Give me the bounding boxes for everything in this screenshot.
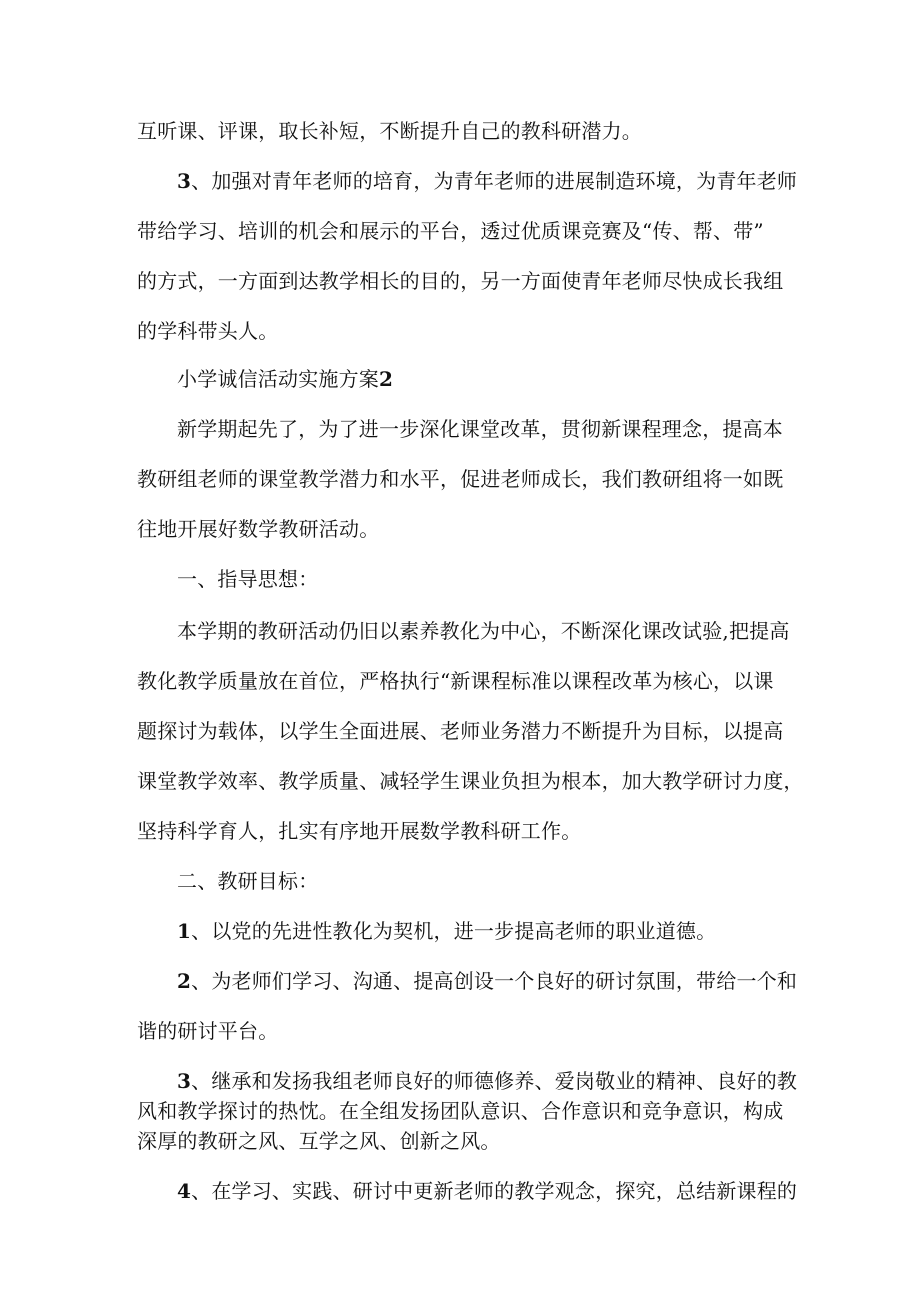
- text-line: [177, 918, 716, 944]
- text-line: [177, 1178, 797, 1204]
- text-line: [137, 718, 783, 744]
- text-line: [177, 618, 790, 644]
- section-title: [177, 366, 393, 392]
- text-line-content: 教化教学质量放在首位，严格执行“新课程标准以课程改革为核心，以课: [137, 669, 774, 693]
- section-title-number: 2: [379, 367, 394, 391]
- text-line: [137, 768, 804, 794]
- text-line: [137, 1128, 501, 1154]
- text-line-content: 题探讨为载体，以学生全面进展、老师业务潜力不断提升为目标，以提高: [137, 719, 784, 743]
- text-line-content: 本学期的教研活动仍旧以素养教化为中心，不断深化课改试验,把提高: [177, 619, 790, 643]
- text-line-content: 谐的研讨平台。: [137, 1019, 279, 1043]
- heading-text: 一、指导思想：: [177, 567, 319, 591]
- text-line: [177, 968, 797, 994]
- text-line-content: 、加强对青年老师的培育，为青年老师的进展制造环境，为青年老师: [191, 169, 798, 193]
- text-line-content: 新学期起先了，为了进一步深化课堂改革，贯彻新课程理念，提高本: [177, 417, 783, 441]
- text-line: [137, 218, 764, 244]
- text-line: [137, 1018, 278, 1044]
- list-number: 3: [177, 1069, 192, 1093]
- text-line-content: 往地开展好数学教研活动。: [137, 517, 380, 541]
- list-number: 1: [177, 919, 192, 943]
- text-line-content: 、在学习、实践、研讨中更新老师的教学观念，探究，总结新课程的: [191, 1179, 798, 1203]
- text-line-content: 课堂教学效率、教学质量、减轻学生课业负担为根本，加大教学研讨力度，: [137, 769, 804, 793]
- list-number: 3: [177, 169, 192, 193]
- text-line: [137, 268, 783, 294]
- text-line: [137, 668, 774, 694]
- text-line: [137, 1098, 783, 1124]
- text-line: [137, 516, 379, 542]
- text-line-content: 风和教学探讨的热忱。在全组发扬团队意识、合作意识和竞争意识，构成: [137, 1099, 784, 1123]
- text-line-content: 深厚的教研之风、互学之风、创新之风。: [137, 1129, 501, 1153]
- text-line: [137, 318, 278, 344]
- text-line: [177, 168, 797, 194]
- section-title-text: 小学诚信活动实施方案: [177, 367, 379, 391]
- heading-text: 二、教研目标：: [177, 869, 319, 893]
- text-line: [177, 416, 783, 442]
- text-line-content: 带给学习、培训的机会和展示的平台，透过优质课竞赛及“传、帮、带”: [137, 219, 764, 243]
- text-line-content: 教研组老师的课堂教学潜力和水平，促进老师成长，我们教研组将一如既: [137, 467, 784, 491]
- text-line: [137, 818, 581, 844]
- list-number: 4: [177, 1179, 192, 1203]
- list-number: 2: [177, 969, 192, 993]
- text-line-content: 坚持科学育人，扎实有序地开展数学教科研工作。: [137, 819, 582, 843]
- text-line-content: 互听课、评课，取长补短，不断提升自己的教科研潜力。: [137, 119, 642, 143]
- text-line-content: 的学科带头人。: [137, 319, 279, 343]
- heading: [177, 566, 318, 592]
- heading: [177, 868, 318, 894]
- text-line-content: 的方式，一方面到达教学相长的目的，另一方面使青年老师尽快成长我组: [137, 269, 784, 293]
- text-line-content: 、继承和发扬我组老师良好的师德修养、爱岗敬业的精神、良好的教: [191, 1069, 798, 1093]
- text-line-content: 、为老师们学习、沟通、提高创设一个良好的研讨氛围，带给一个和: [191, 969, 798, 993]
- text-line-content: 、以党的先进性教化为契机，进一步提高老师的职业道德。: [191, 919, 717, 943]
- text-line: [137, 466, 783, 492]
- text-line: [177, 1068, 797, 1094]
- text-line: [137, 118, 642, 144]
